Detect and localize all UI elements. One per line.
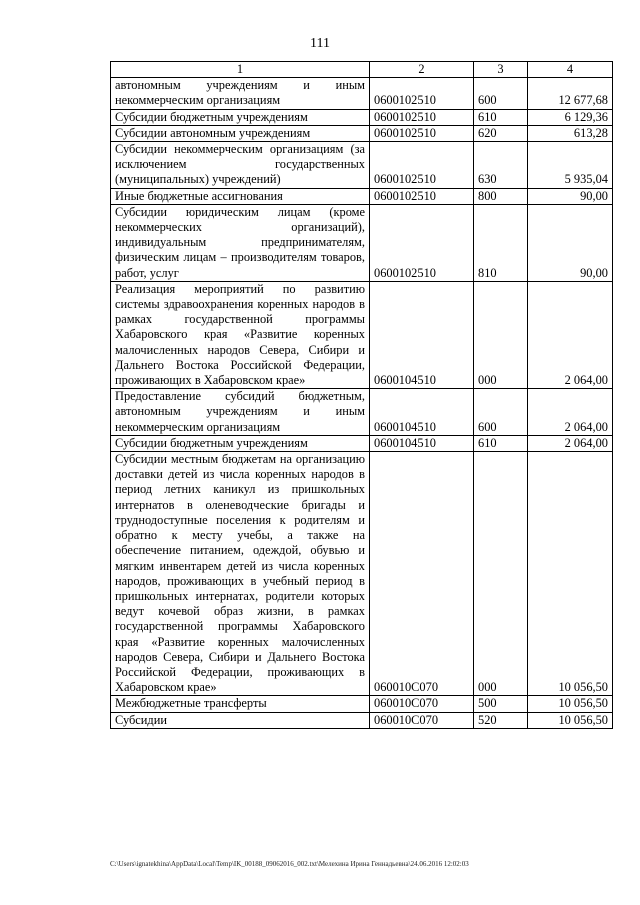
row-code: 0600102510 [370, 188, 474, 204]
row-code: 0600102510 [370, 125, 474, 141]
row-sum: 90,00 [528, 188, 613, 204]
row-code: 0600104510 [370, 435, 474, 451]
row-name: Межбюджетные трансферты [111, 696, 370, 712]
row-code: 060010С070 [370, 452, 474, 696]
row-name: Субсидии бюджетным учреждениям [111, 109, 370, 125]
row-sum: 90,00 [528, 204, 613, 281]
row-sum: 2 064,00 [528, 435, 613, 451]
table-row [111, 435, 613, 451]
file-path-footer: C:\Users\ignatekhina\AppData\Local\Temp\IK_00188_09062016_002.txt\Мелехина Ирина Геннадьевна\24.06.2016 12:02:03 [110, 860, 469, 868]
row-name: автономным учреждениям и иным некоммерческим организациям [111, 78, 370, 109]
row-name: Субсидии некоммерческим организациям (за исключением государственных (муниципальных) учреждений) [111, 142, 370, 189]
row-sum: 2 064,00 [528, 389, 613, 436]
row-kind: 600 [474, 78, 528, 109]
row-name: Предоставление субсидий бюджетным, автономным учреждениям и иным некоммерческим организациям [111, 389, 370, 436]
row-name: Субсидии [111, 712, 370, 728]
row-kind: 520 [474, 712, 528, 728]
row-kind: 610 [474, 435, 528, 451]
row-sum: 12 677,68 [528, 78, 613, 109]
table-row [111, 142, 613, 189]
row-code: 060010С070 [370, 696, 474, 712]
header-col-4: 4 [528, 62, 613, 78]
row-kind: 630 [474, 142, 528, 189]
budget-table [110, 61, 613, 729]
table-row [111, 78, 613, 109]
page-number: 111 [310, 36, 330, 51]
header-col-3: 3 [474, 62, 528, 78]
table-row [111, 109, 613, 125]
row-name: Реализация мероприятий по развитию системы здравоохранения коренных народов в рамках государственной программы Хабаровского края «Развитие коренных малочисленных народов Севера, Сибири и Дальнего Востока Российской Федерации, проживающих в Хабаровском крае» [111, 281, 370, 388]
row-sum: 2 064,00 [528, 281, 613, 388]
table-row [111, 125, 613, 141]
table-row [111, 204, 613, 281]
table-row [111, 452, 613, 696]
table-header-row [111, 62, 613, 78]
header-col-2: 2 [370, 62, 474, 78]
row-name: Субсидии местным бюджетам на организацию доставки детей из числа коренных народов в период летних каникул из пришкольных интернатов в оленеводческие бригады и труднодоступные поселения к родителям и обратно к месту учебы, а также на обеспечение питанием, одеждой, обувью и мягким инвентарем детей из числа коренных народов, проживающих в учебный период в пришкольных интернатах, родители которых ведут кочевой образ жизни, в рамках государственной программы Хабаровского края «Развитие коренных малочисленных народов Севера, Сибири и Дальнего Востока Российской Федерации, проживающих в Хабаровском крае» [111, 452, 370, 696]
row-sum: 6 129,36 [528, 109, 613, 125]
row-kind: 800 [474, 188, 528, 204]
row-kind: 620 [474, 125, 528, 141]
row-name: Иные бюджетные ассигнования [111, 188, 370, 204]
row-name: Субсидии автономным учреждениям [111, 125, 370, 141]
row-code: 0600102510 [370, 204, 474, 281]
row-kind: 500 [474, 696, 528, 712]
row-code: 0600102510 [370, 142, 474, 189]
row-sum: 5 935,04 [528, 142, 613, 189]
row-code: 0600102510 [370, 78, 474, 109]
row-sum: 10 056,50 [528, 452, 613, 696]
row-code: 0600104510 [370, 389, 474, 436]
row-code: 0600102510 [370, 109, 474, 125]
table-row [111, 389, 613, 436]
table-row [111, 712, 613, 728]
row-kind: 000 [474, 281, 528, 388]
row-sum: 613,28 [528, 125, 613, 141]
row-kind: 600 [474, 389, 528, 436]
table-row [111, 696, 613, 712]
table-row [111, 281, 613, 388]
row-code: 060010С070 [370, 712, 474, 728]
row-kind: 610 [474, 109, 528, 125]
row-kind: 000 [474, 452, 528, 696]
table-row [111, 188, 613, 204]
header-col-1: 1 [111, 62, 370, 78]
row-name: Субсидии бюджетным учреждениям [111, 435, 370, 451]
row-sum: 10 056,50 [528, 712, 613, 728]
row-kind: 810 [474, 204, 528, 281]
row-code: 0600104510 [370, 281, 474, 388]
row-sum: 10 056,50 [528, 696, 613, 712]
row-name: Субсидии юридическим лицам (кроме некоммерческих организаций), индивидуальным предпринимателям, физическим лицам – производителям товаров, работ, услуг [111, 204, 370, 281]
